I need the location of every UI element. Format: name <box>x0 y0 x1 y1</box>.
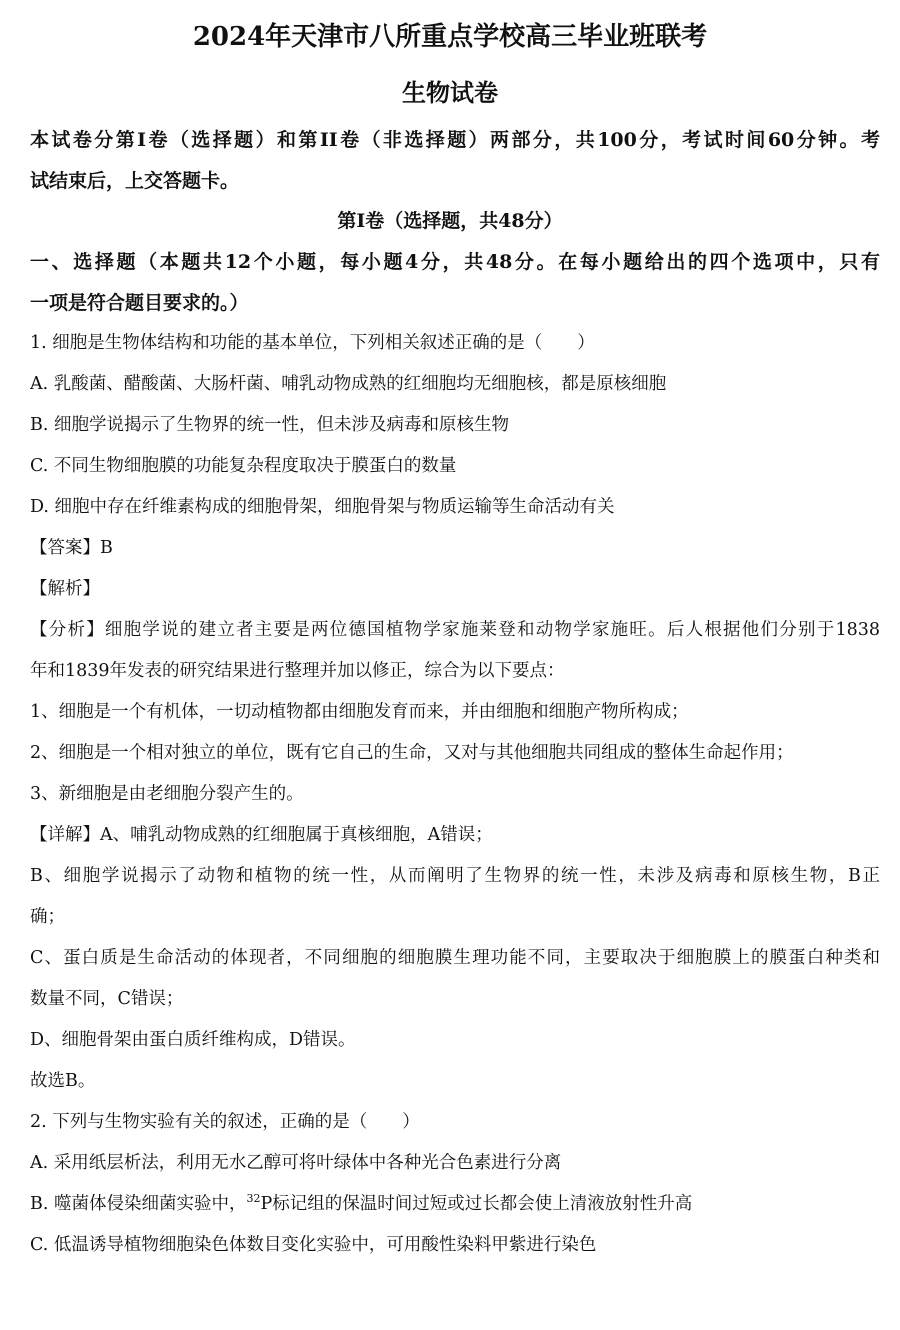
question-2-option-b-prefix: B. 噬菌体侵染细菌实验中， <box>30 1194 247 1214</box>
isotope-mass-number: 32 <box>246 1192 261 1206</box>
question-1-option-b: B. 细胞学说揭示了生物界的统一性，但未涉及病毒和原核生物 <box>30 415 509 435</box>
question-1-analysis-line-1: 【分析】细胞学说的建立者主要是两位德国植物学家施莱登和动物学家施旺。后人根据他们分别于1838 <box>30 620 880 640</box>
question-1-detail-c-line-1: C、蛋白质是生命活动的体现者，不同细胞的细胞膜生理功能不同，主要取决于细胞膜上的膜蛋白种类和 <box>30 948 880 968</box>
question-1-answer: 【答案】B <box>30 538 113 558</box>
question-1-detail-c-line-2: 数量不同，C错误； <box>30 989 184 1009</box>
question-1-option-c: C. 不同生物细胞膜的功能复杂程度取决于膜蛋白的数量 <box>30 456 457 476</box>
question-1-detail-a: 【详解】A、哺乳动物成熟的红细胞属于真核细胞，A错误； <box>30 825 493 845</box>
question-1-conclusion: 故选B。 <box>30 1071 96 1091</box>
part-instruction-line-2: 一项是符合题目要求的。） <box>30 292 249 314</box>
intro-line-1: 本试卷分第I卷（选择题）和第II卷（非选择题）两部分，共100分，考试时间60分钟。考 <box>30 129 880 151</box>
question-2-option-c: C. 低温诱导植物细胞染色体数目变化实验中，可用酸性染料甲紫进行染色 <box>30 1235 597 1255</box>
question-1-point-1: 1、细胞是一个有机体，一切动植物都由细胞发育而来，并由细胞和细胞产物所构成； <box>30 702 689 722</box>
question-2-option-b <box>30 1191 880 1217</box>
question-1-point-3: 3、新细胞是由老细胞分裂产生的。 <box>30 784 304 804</box>
question-2-stem: 2. 下列与生物实验有关的叙述，正确的是（ ） <box>30 1112 420 1132</box>
question-1-detail-b-line-1: B、细胞学说揭示了动物和植物的统一性，从而阐明了生物界的统一性，未涉及病毒和原核生物，B正 <box>30 866 880 886</box>
question-1-detail-d: D、细胞骨架由蛋白质纤维构成，D错误。 <box>30 1030 356 1050</box>
intro-line-2: 试结束后，上交答题卡。 <box>30 170 240 192</box>
question-2-option-b-rest: P标记组的保温时间过短或过长都会使上清液放射性升高 <box>260 1194 693 1214</box>
question-1-stem: 1. 细胞是生物体结构和功能的基本单位，下列相关叙述正确的是（ ） <box>30 333 595 353</box>
exam-title: 2024年天津市八所重点学校高三毕业班联考 <box>192 22 708 52</box>
question-1-detail-b-line-2: 确； <box>30 907 65 927</box>
question-1-point-2: 2、细胞是一个相对独立的单位，既有它自己的生命，又对与其他细胞共同组成的整体生命起作用； <box>30 743 794 763</box>
section-heading: 第I卷（选择题，共48分） <box>337 210 563 232</box>
question-1-option-d: D. 细胞中存在纤维素构成的细胞骨架，细胞骨架与物质运输等生命活动有关 <box>30 497 615 517</box>
question-2-option-a: A. 采用纸层析法，利用无水乙醇可将叶绿体中各种光合色素进行分离 <box>30 1153 562 1173</box>
question-1-analysis-label: 【解析】 <box>30 579 100 599</box>
question-1-analysis-line-2: 年和1839年发表的研究结果进行整理并加以修正，综合为以下要点： <box>30 661 565 681</box>
exam-subtitle: 生物试卷 <box>402 78 498 107</box>
part-instruction-line-1: 一、选择题（本题共12个小题，每小题4分，共48分。在每小题给出的四个选项中，只有 <box>30 251 880 273</box>
question-1-option-a: A. 乳酸菌、醋酸菌、大肠杆菌、哺乳动物成熟的红细胞均无细胞核，都是原核细胞 <box>30 374 667 394</box>
